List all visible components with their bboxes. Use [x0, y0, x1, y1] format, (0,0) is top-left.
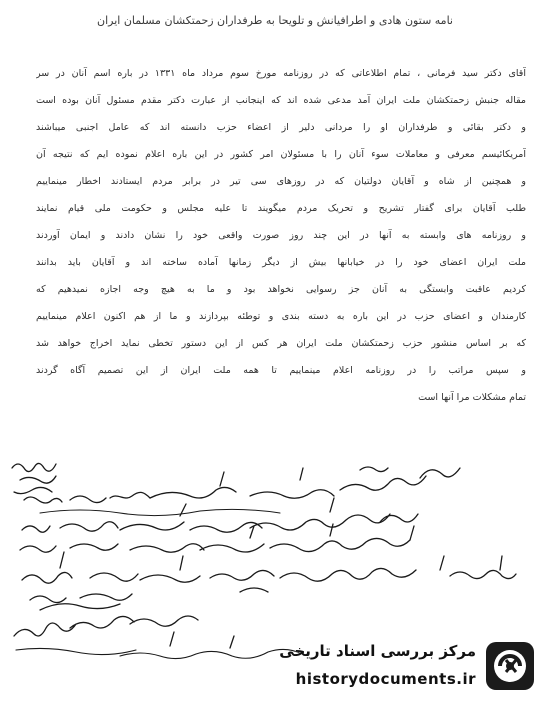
body-line: و همچنین از شاه و آقایان دولتیان که در روزهای سی تیر در برابر مردم ایستادند اخطار مینماییم: [36, 176, 526, 187]
body-line: و دکتر بقائی و طرفداران او را مردانی دلیر از اعضاء حزب دانسته اند که عامل اجنبی میباشند: [36, 122, 526, 133]
body-line: طلب آقایان برای گفتار تشریح و تحریک مردم میگویند تا علیه مجلس و حکومت ملی قیام نمایند: [36, 203, 526, 214]
body-line: آقای دکتر سید فرمانی ، تمام اطلاعاتی که در روزنامه مورخ سوم مرداد ماه ۱۳۳۱ در باره اسم آنان در سر: [36, 68, 526, 79]
logo-title: مرکز بررسی اسناد تاریخی: [279, 642, 476, 660]
body-line: و سپس مراتب را در روزنامه اعلام مینماییم تا همه ملت ایران از این تصمیم آگاه گردند: [36, 365, 526, 376]
body-line: ملت ایران اعضای خود را در خیابانها بیش از دیگر زمانها آماده ساخته اند و آقایان باید بدانند: [36, 257, 526, 268]
body-line: کارمندان و اعضای حزب در این باره به دسته بندی و توطئه بپردازند و ما از هم اکنون اعلام مینماییم: [36, 311, 526, 322]
logo-url: historydocuments.ir: [295, 670, 476, 688]
body-line: تمام مشکلات مرا آنها است: [418, 392, 526, 403]
archive-watermark-logo: [252, 636, 542, 698]
body-line: و روزنامه های وابسته به آنها در این چند روز صورت واقعی خود را نشان دادند و ایمان آوردند: [36, 230, 526, 241]
body-line: کردیم عاقبت وابستگی به آنان جز رسوایی نخواهد بود و ما به هیچ وجه اجازه نمیدهیم که: [36, 284, 526, 295]
archive-logo-icon: [484, 640, 536, 692]
document-title: نامه ستون هادی و اطرافیانش و تلویحا به طرفداران زحمتکشان مسلمان ایران: [97, 14, 453, 27]
body-line: مقاله جنبش زحمتکشان ملت ایران آمد مدعی شده اند که اینجانب از عبارت دکتر مقدم مسئول آنان بوده است: [36, 95, 526, 106]
body-line: که بر اساس منشور حزب زحمتکشان ملت ایران هر کس از این دستور تخطی نماید اخراج خواهد شد: [36, 338, 526, 349]
body-line: آمریکائیسم معرفی و معاملات سوء آنان را با مسئولان امر کشور در این باره اعلام نموده ایم که نتیجه آن: [36, 149, 526, 160]
